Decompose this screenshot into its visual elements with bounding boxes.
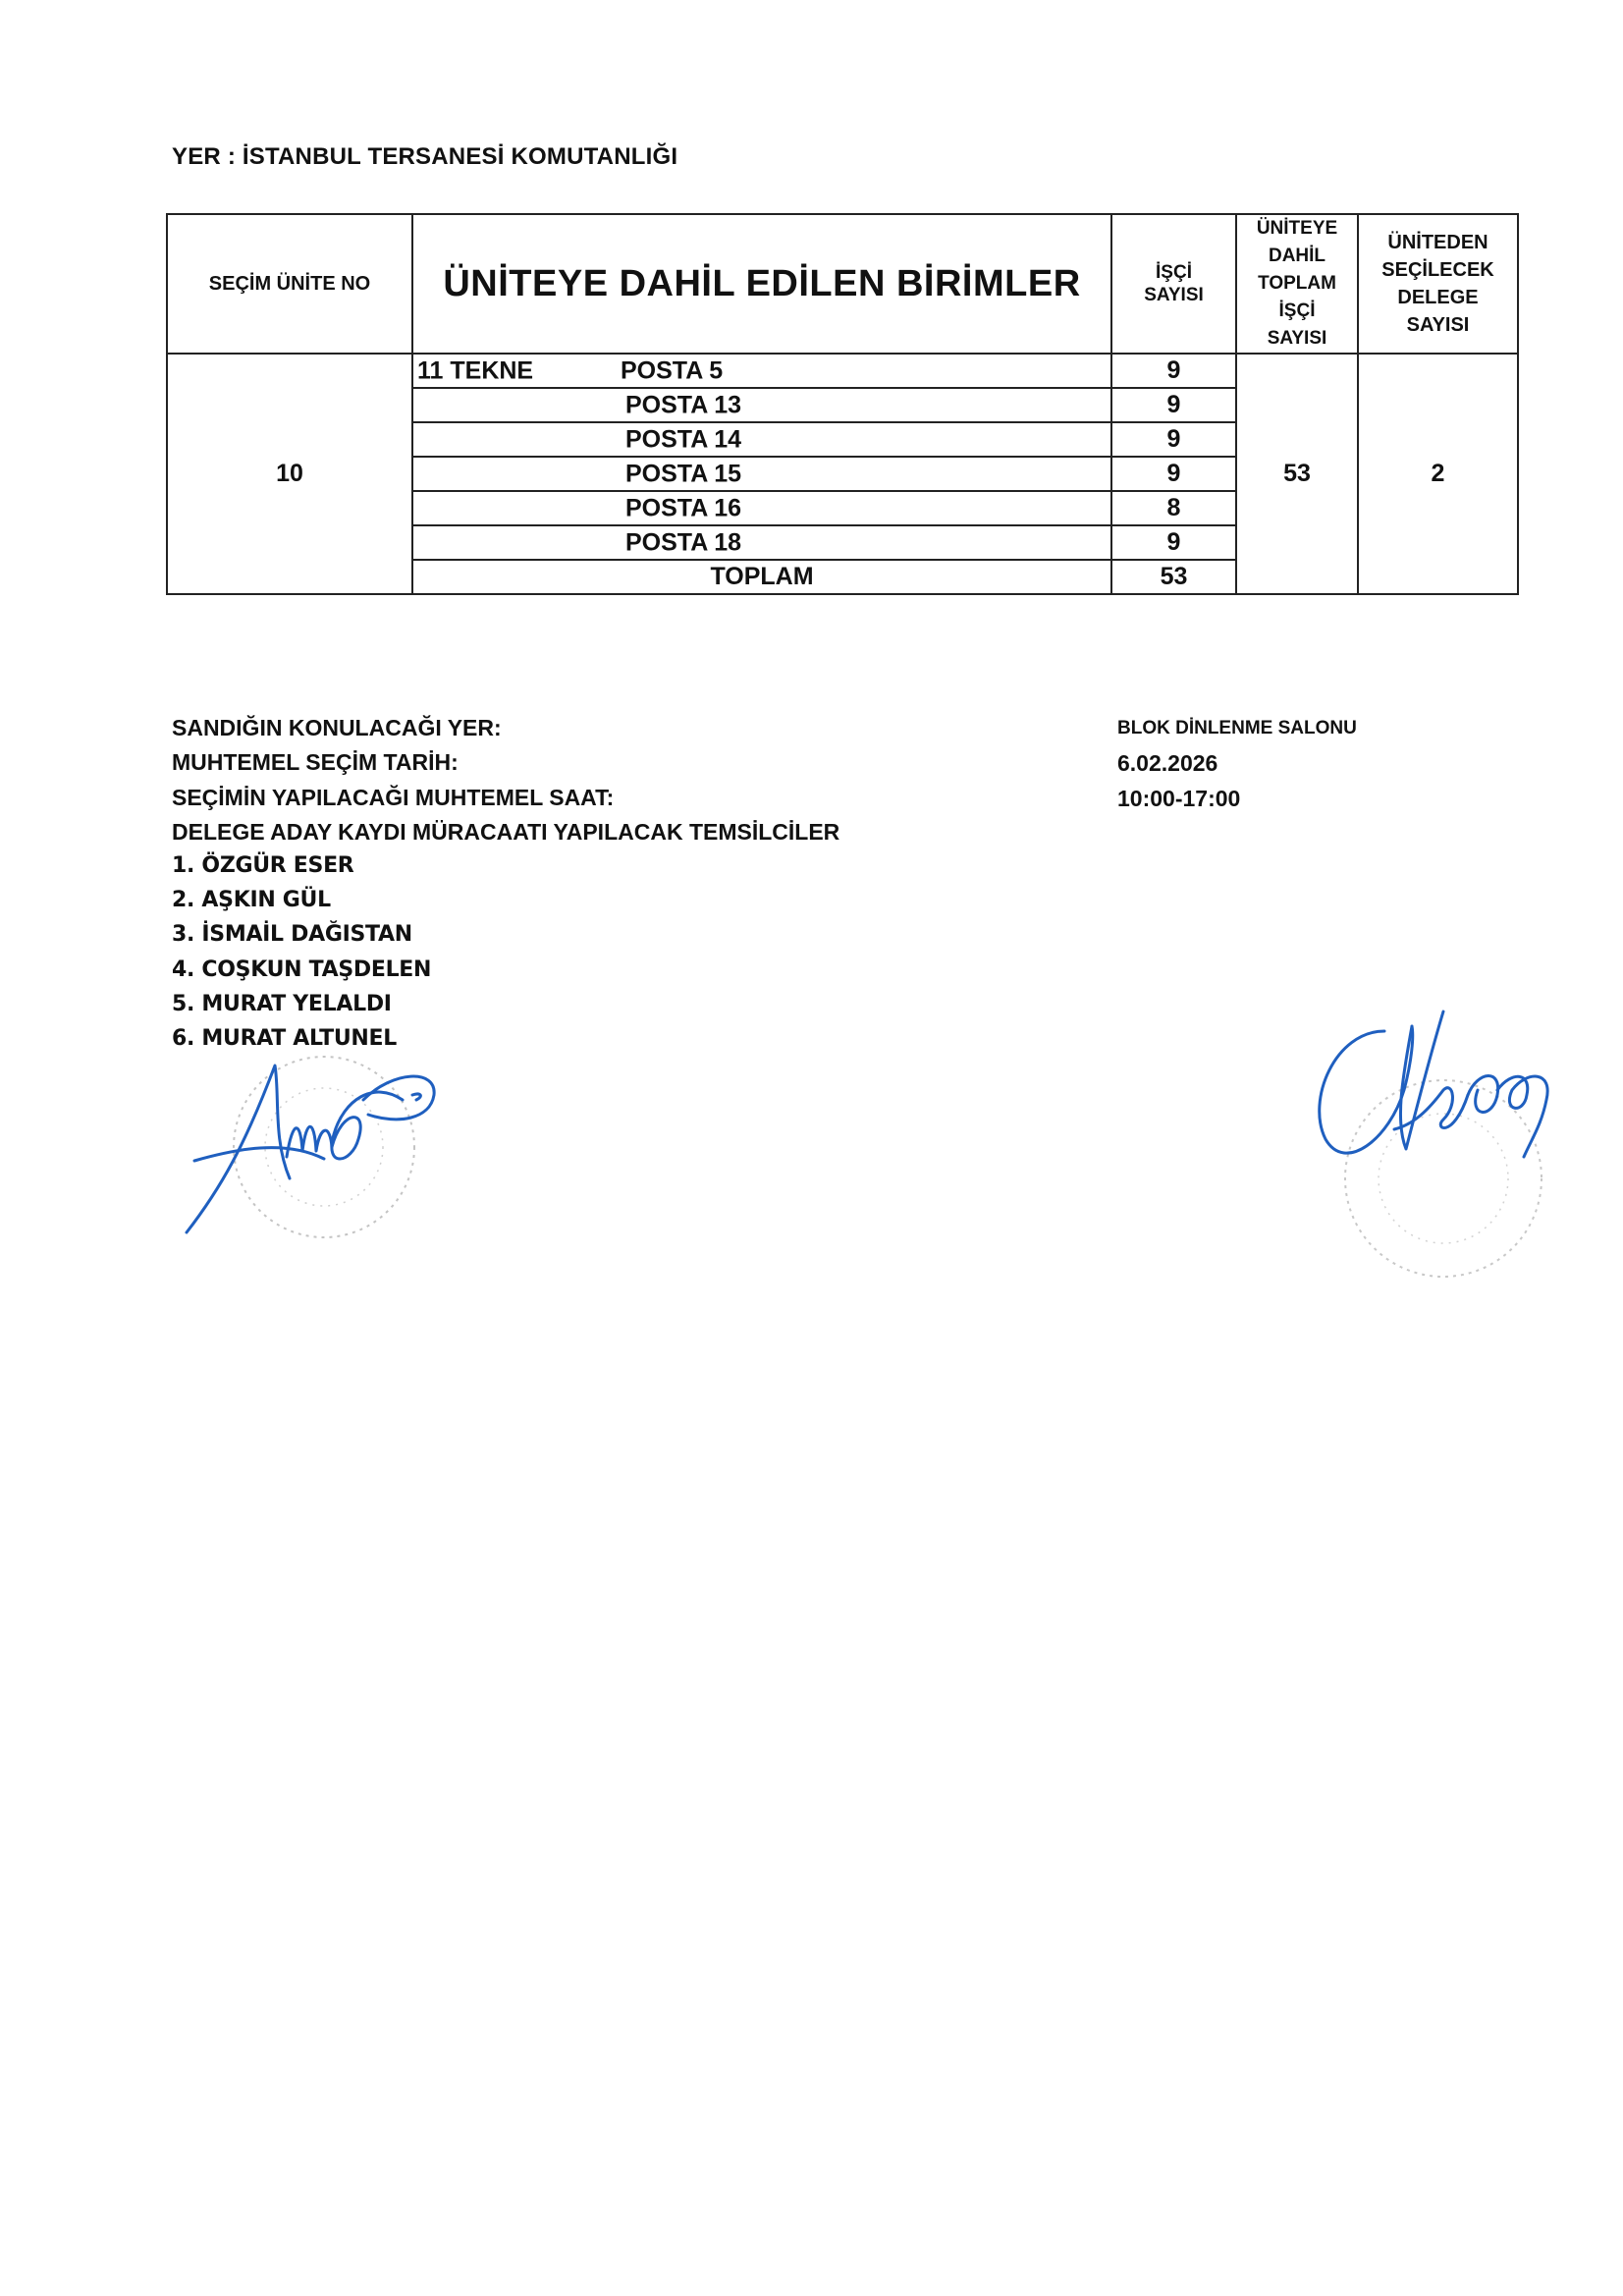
representative-item: 4. COŞKUN TAŞDELEN xyxy=(172,957,432,982)
unit-name: POSTA 14 xyxy=(625,425,742,453)
election-time-label: SEÇİMİN YAPILACAĞI MUHTEMEL SAAT: xyxy=(172,785,615,810)
unit-count: 9 xyxy=(1111,422,1236,457)
representative-item: 5. MURAT YELALDI xyxy=(172,992,392,1016)
header-units: ÜNİTEYE DAHİL EDİLEN BİRİMLER xyxy=(412,214,1111,354)
unit-count: 9 xyxy=(1111,354,1236,388)
signature-left-icon xyxy=(177,1041,471,1257)
ballot-place-label: SANDIĞIN KONULACAĞI YER: xyxy=(172,715,502,740)
unit-name-cell xyxy=(412,354,1111,388)
unit-name-cell xyxy=(412,491,1111,525)
header-unit-total: ÜNİTEYE DAHİL TOPLAM İŞÇİ SAYISI xyxy=(1236,214,1358,354)
election-unit-table xyxy=(166,213,1519,595)
unit-name-cell xyxy=(412,457,1111,491)
unit-count: 9 xyxy=(1111,525,1236,560)
unit-count: 8 xyxy=(1111,491,1236,525)
unit-name-cell xyxy=(412,422,1111,457)
place-heading: YER : İSTANBUL TERSANESİ KOMUTANLIĞI xyxy=(172,143,678,170)
unit-name-cell xyxy=(412,388,1111,422)
election-time-value: 10:00-17:00 xyxy=(1117,786,1241,811)
ballot-place-value: BLOK DİNLENME SALONU xyxy=(1117,718,1357,738)
unit-total-count: 53 xyxy=(1236,354,1358,594)
total-label: TOPLAM xyxy=(412,560,1111,594)
election-date-label: MUHTEMEL SEÇİM TARİH: xyxy=(172,749,459,775)
table-header-row xyxy=(167,214,1518,354)
representative-item: 6. MURAT ALTUNEL xyxy=(172,1026,397,1051)
representative-item: 3. İSMAİL DAĞISTAN xyxy=(172,922,412,947)
unit-number: 10 xyxy=(167,354,412,594)
representative-item: 2. AŞKIN GÜL xyxy=(172,888,331,912)
header-delegate-count: ÜNİTEDEN SEÇİLECEK DELEGE SAYISI xyxy=(1358,214,1518,354)
delegate-count: 2 xyxy=(1358,354,1518,594)
unit-count: 9 xyxy=(1111,457,1236,491)
header-unit-no: SEÇİM ÜNİTE NO xyxy=(167,214,412,354)
signature-right-icon xyxy=(1296,992,1591,1306)
unit-group: 11 TEKNE xyxy=(417,356,534,384)
total-value: 53 xyxy=(1111,560,1236,594)
table-row xyxy=(167,354,1518,388)
unit-name: POSTA 5 xyxy=(621,356,724,384)
unit-count: 9 xyxy=(1111,388,1236,422)
representative-item: 1. ÖZGÜR ESER xyxy=(172,853,354,878)
unit-name: POSTA 18 xyxy=(625,528,742,556)
unit-name: POSTA 13 xyxy=(625,391,742,418)
unit-name: POSTA 15 xyxy=(625,460,742,487)
header-worker-count: İŞÇİ SAYISI xyxy=(1111,214,1236,354)
representatives-heading: DELEGE ADAY KAYDI MÜRACAATI YAPILACAK TEMSİLCİLER xyxy=(172,819,840,845)
unit-name-cell xyxy=(412,525,1111,560)
unit-name: POSTA 16 xyxy=(625,494,742,521)
election-date-value: 6.02.2026 xyxy=(1117,750,1218,776)
